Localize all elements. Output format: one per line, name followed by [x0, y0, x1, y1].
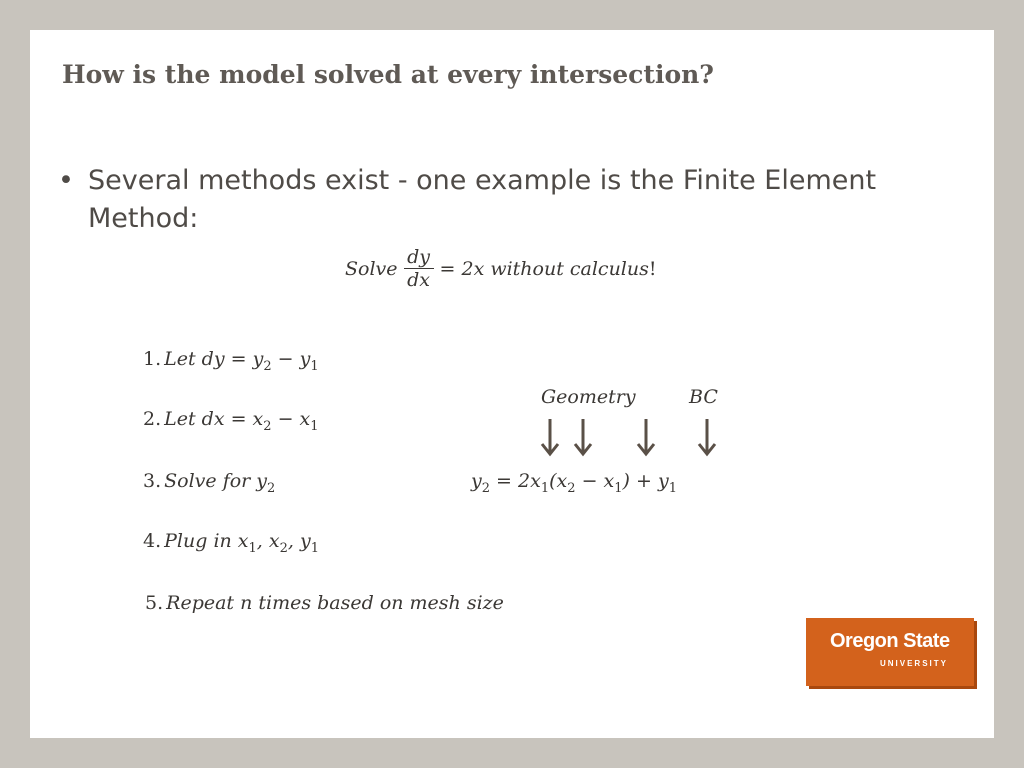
logo-main-text: Oregon State [830, 630, 950, 652]
step-subscript: 2 [263, 418, 272, 434]
step-subscript: 1 [310, 540, 319, 556]
step-number: 2. [143, 408, 162, 430]
step-text: − y [271, 348, 311, 370]
step-2 [143, 408, 319, 434]
eq-part: − x [575, 470, 615, 492]
slide-title: How is the model solved at every intersection? [62, 60, 714, 89]
solve-exclamation: ! [648, 257, 657, 280]
down-arrow-icon [573, 418, 593, 458]
step-number: 1. [143, 348, 162, 370]
solve-prefix: Solve [345, 257, 398, 280]
solve-equation [345, 246, 657, 291]
step-subscript: 2 [263, 358, 272, 374]
step-text: Plug in x [164, 530, 249, 552]
step-4 [143, 530, 319, 556]
solution-equation [471, 470, 677, 496]
step-subscript: 1 [248, 540, 257, 556]
eq-subscript: 2 [481, 480, 491, 496]
fraction-numerator: dy [407, 246, 430, 268]
step-1 [143, 348, 319, 374]
step-text: Let dx = x [164, 408, 264, 430]
fraction-denominator: dx [407, 269, 430, 291]
down-arrow-icon [636, 418, 656, 458]
down-arrow-icon [540, 418, 560, 458]
logo-sub-text: UNIVERSITY [879, 659, 948, 668]
step-text: , y [287, 530, 311, 552]
bullet-item [58, 162, 918, 238]
step-subscript: 2 [279, 540, 288, 556]
step-5 [145, 592, 504, 614]
derivative-fraction [404, 246, 434, 291]
eq-part: y [471, 470, 482, 492]
step-subscript: 1 [310, 358, 319, 374]
step-text: , x [256, 530, 280, 552]
eq-part: = 2x [490, 470, 541, 492]
eq-subscript: 1 [668, 480, 677, 496]
step-3 [143, 470, 275, 496]
eq-part: (x [549, 470, 568, 492]
bullet-dot-icon: • [58, 165, 74, 196]
step-number: 3. [143, 470, 162, 492]
step-text: − x [271, 408, 311, 430]
step-text: Let dy = y [164, 348, 264, 370]
bc-label: BC [689, 386, 718, 408]
bullet-text: Several methods exist - one example is the Finite Element Method: [88, 165, 877, 234]
step-subscript: 2 [267, 480, 276, 496]
step-number: 4. [143, 530, 162, 552]
eq-part: ) + y [622, 470, 669, 492]
eq-subscript: 1 [540, 480, 550, 496]
step-subscript: 1 [310, 418, 319, 434]
step-text: Repeat n times based on mesh size [166, 592, 504, 614]
oregon-state-logo [806, 618, 974, 686]
step-number: 5. [145, 592, 164, 614]
down-arrow-icon [697, 418, 717, 458]
eq-subscript: 1 [614, 480, 623, 496]
geometry-label: Geometry [541, 386, 636, 408]
solve-rhs: = 2x without calculus [439, 257, 649, 280]
step-text: Solve for y [164, 470, 268, 492]
eq-subscript: 2 [567, 480, 576, 496]
